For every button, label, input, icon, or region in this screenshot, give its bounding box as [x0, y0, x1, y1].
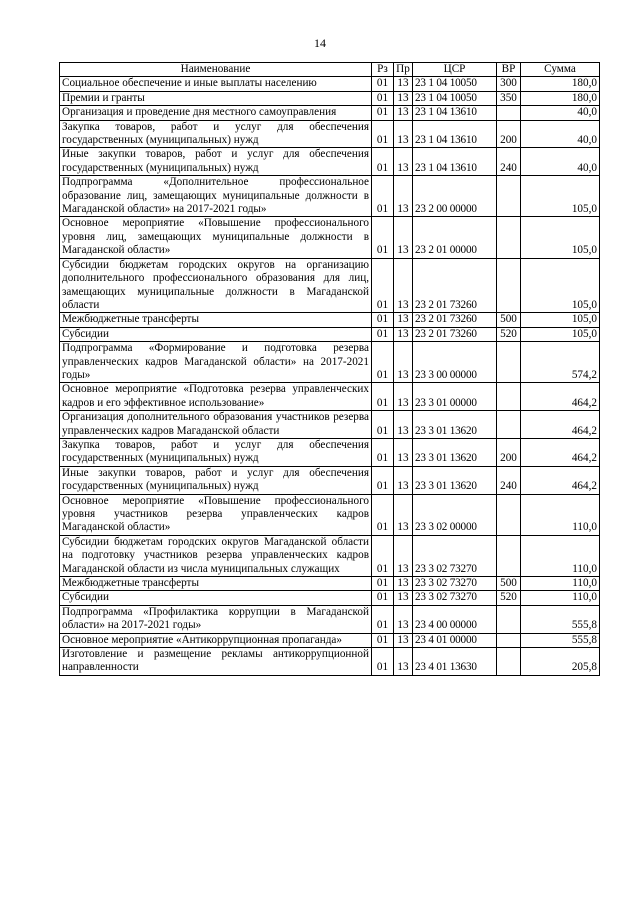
cell-vr: 500 — [497, 577, 521, 591]
cell-rz: 01 — [372, 605, 394, 633]
cell-rz: 01 — [372, 383, 394, 411]
cell-vr — [497, 383, 521, 411]
cell-vr: 200 — [497, 120, 521, 148]
cell-pr: 13 — [394, 577, 413, 591]
cell-vr: 520 — [497, 327, 521, 341]
cell-sum: 464,2 — [521, 466, 600, 494]
cell-vr: 200 — [497, 438, 521, 466]
cell-csr: 23 1 04 13610 — [413, 120, 497, 148]
cell-csr: 23 1 04 13610 — [413, 148, 497, 176]
cell-name: Организация дополнительного образования участников резерва управленческих кадров Магаданской области — [60, 411, 372, 439]
cell-name: Основное мероприятие «Повышение профессионального уровня участников резерва управленческих кадров Магаданской области» — [60, 494, 372, 535]
cell-vr — [497, 217, 521, 258]
cell-name: Основное мероприятие «Антикоррупционная пропаганда» — [60, 633, 372, 647]
cell-sum: 464,2 — [521, 438, 600, 466]
cell-csr: 23 1 04 13610 — [413, 106, 497, 120]
cell-pr: 13 — [394, 648, 413, 676]
cell-sum: 105,0 — [521, 327, 600, 341]
cell-sum: 110,0 — [521, 591, 600, 605]
cell-sum: 105,0 — [521, 217, 600, 258]
cell-rz: 01 — [372, 176, 394, 217]
table-row — [60, 91, 600, 105]
cell-rz: 01 — [372, 217, 394, 258]
cell-name: Премии и гранты — [60, 91, 372, 105]
cell-sum: 40,0 — [521, 148, 600, 176]
cell-pr: 13 — [394, 438, 413, 466]
table-row — [60, 258, 600, 313]
cell-pr: 13 — [394, 120, 413, 148]
cell-sum: 464,2 — [521, 383, 600, 411]
cell-name: Подпрограмма «Профилактика коррупции в Магаданской области» на 2017-2021 годы» — [60, 605, 372, 633]
table-row — [60, 411, 600, 439]
cell-pr: 13 — [394, 494, 413, 535]
table-row — [60, 466, 600, 494]
cell-sum: 555,8 — [521, 605, 600, 633]
header-sum: Сумма — [521, 63, 600, 77]
cell-sum: 105,0 — [521, 313, 600, 327]
cell-rz: 01 — [372, 648, 394, 676]
page-number: 14 — [314, 36, 326, 50]
cell-pr: 13 — [394, 411, 413, 439]
cell-csr: 23 2 01 73260 — [413, 327, 497, 341]
table-header-row — [60, 63, 600, 77]
cell-vr — [497, 648, 521, 676]
cell-sum: 40,0 — [521, 106, 600, 120]
table-row — [60, 313, 600, 327]
cell-sum: 105,0 — [521, 258, 600, 313]
cell-sum: 205,8 — [521, 648, 600, 676]
table-row — [60, 648, 600, 676]
cell-vr — [497, 494, 521, 535]
cell-sum: 464,2 — [521, 411, 600, 439]
cell-vr — [497, 342, 521, 383]
cell-sum: 180,0 — [521, 91, 600, 105]
table-row — [60, 577, 600, 591]
cell-rz: 01 — [372, 77, 394, 91]
cell-vr: 350 — [497, 91, 521, 105]
cell-rz: 01 — [372, 577, 394, 591]
cell-vr — [497, 258, 521, 313]
cell-name: Закупка товаров, работ и услуг для обеспечения государственных (муниципальных) нужд — [60, 120, 372, 148]
cell-name: Субсидии бюджетам городских округов Магаданской области на подготовку участников резерва управленческих кадров Магаданской области из числа муниципальных служащих — [60, 535, 372, 576]
cell-rz: 01 — [372, 535, 394, 576]
cell-name: Субсидии — [60, 591, 372, 605]
cell-name: Основное мероприятие «Повышение профессионального уровня лиц, замещающих муниципальные должности в Магаданской области» — [60, 217, 372, 258]
cell-sum: 110,0 — [521, 577, 600, 591]
cell-csr: 23 2 00 00000 — [413, 176, 497, 217]
table-row — [60, 342, 600, 383]
table-row — [60, 535, 600, 576]
cell-rz: 01 — [372, 91, 394, 105]
cell-pr: 13 — [394, 605, 413, 633]
cell-name: Межбюджетные трансферты — [60, 577, 372, 591]
cell-csr: 23 3 01 13620 — [413, 411, 497, 439]
cell-csr: 23 3 02 73270 — [413, 591, 497, 605]
cell-csr: 23 2 01 73260 — [413, 313, 497, 327]
header-rz: Рз — [372, 63, 394, 77]
cell-pr: 13 — [394, 77, 413, 91]
cell-csr: 23 1 04 10050 — [413, 91, 497, 105]
cell-rz: 01 — [372, 258, 394, 313]
cell-csr: 23 3 02 00000 — [413, 494, 497, 535]
cell-sum: 574,2 — [521, 342, 600, 383]
cell-sum: 110,0 — [521, 494, 600, 535]
table-row — [60, 106, 600, 120]
cell-name: Субсидии — [60, 327, 372, 341]
table-row — [60, 77, 600, 91]
cell-csr: 23 3 02 73270 — [413, 577, 497, 591]
header-csr: ЦСР — [413, 63, 497, 77]
cell-rz: 01 — [372, 633, 394, 647]
cell-csr: 23 4 01 00000 — [413, 633, 497, 647]
cell-csr: 23 3 01 13620 — [413, 466, 497, 494]
cell-pr: 13 — [394, 258, 413, 313]
cell-rz: 01 — [372, 438, 394, 466]
cell-pr: 13 — [394, 633, 413, 647]
cell-rz: 01 — [372, 106, 394, 120]
cell-rz: 01 — [372, 411, 394, 439]
cell-rz: 01 — [372, 494, 394, 535]
cell-csr: 23 3 02 73270 — [413, 535, 497, 576]
cell-vr — [497, 535, 521, 576]
cell-rz: 01 — [372, 591, 394, 605]
cell-vr — [497, 411, 521, 439]
cell-name: Изготовление и размещение рекламы антикоррупционной направленности — [60, 648, 372, 676]
cell-pr: 13 — [394, 91, 413, 105]
cell-name: Иные закупки товаров, работ и услуг для обеспечения государственных (муниципальных) нужд — [60, 466, 372, 494]
cell-vr — [497, 633, 521, 647]
cell-csr: 23 3 00 00000 — [413, 342, 497, 383]
cell-vr: 520 — [497, 591, 521, 605]
table-row — [60, 327, 600, 341]
cell-csr: 23 1 04 10050 — [413, 77, 497, 91]
cell-pr: 13 — [394, 313, 413, 327]
cell-rz: 01 — [372, 342, 394, 383]
cell-pr: 13 — [394, 176, 413, 217]
cell-name: Субсидии бюджетам городских округов на организацию дополнительного профессионального образования для лиц, замещающих муниципальные должности в Магаданской области — [60, 258, 372, 313]
cell-rz: 01 — [372, 148, 394, 176]
table-row — [60, 383, 600, 411]
cell-sum: 180,0 — [521, 77, 600, 91]
table-row — [60, 605, 600, 633]
table-row — [60, 217, 600, 258]
cell-vr: 240 — [497, 466, 521, 494]
table-row — [60, 148, 600, 176]
cell-rz: 01 — [372, 466, 394, 494]
cell-name: Закупка товаров, работ и услуг для обеспечения государственных (муниципальных) нужд — [60, 438, 372, 466]
cell-name: Социальное обеспечение и иные выплаты населению — [60, 77, 372, 91]
cell-name: Подпрограмма «Формирование и подготовка резерва управленческих кадров Магаданской области» на 2017-2021 годы» — [60, 342, 372, 383]
cell-pr: 13 — [394, 106, 413, 120]
table-row — [60, 176, 600, 217]
cell-rz: 01 — [372, 120, 394, 148]
table-row — [60, 494, 600, 535]
cell-csr: 23 3 01 00000 — [413, 383, 497, 411]
table-row — [60, 120, 600, 148]
cell-pr: 13 — [394, 342, 413, 383]
table-row — [60, 438, 600, 466]
cell-pr: 13 — [394, 466, 413, 494]
budget-table — [59, 62, 600, 676]
cell-pr: 13 — [394, 217, 413, 258]
cell-csr: 23 3 01 13620 — [413, 438, 497, 466]
cell-csr: 23 4 00 00000 — [413, 605, 497, 633]
cell-name: Организация и проведение дня местного самоуправления — [60, 106, 372, 120]
cell-name: Межбюджетные трансферты — [60, 313, 372, 327]
cell-name: Подпрограмма «Дополнительное профессиональное образование лиц, замещающих муниципальные должности в Магаданской области» на 2017-2021 годы» — [60, 176, 372, 217]
cell-vr: 500 — [497, 313, 521, 327]
cell-sum: 555,8 — [521, 633, 600, 647]
cell-vr — [497, 106, 521, 120]
cell-csr: 23 4 01 13630 — [413, 648, 497, 676]
cell-sum: 40,0 — [521, 120, 600, 148]
cell-vr — [497, 176, 521, 217]
table-body — [60, 77, 600, 675]
cell-rz: 01 — [372, 327, 394, 341]
cell-rz: 01 — [372, 313, 394, 327]
header-pr: Пр — [394, 63, 413, 77]
cell-pr: 13 — [394, 535, 413, 576]
cell-sum: 105,0 — [521, 176, 600, 217]
table-row — [60, 633, 600, 647]
cell-pr: 13 — [394, 591, 413, 605]
table-row — [60, 591, 600, 605]
cell-pr: 13 — [394, 148, 413, 176]
cell-vr: 300 — [497, 77, 521, 91]
header-name: Наименование — [60, 63, 372, 77]
cell-sum: 110,0 — [521, 535, 600, 576]
header-vr: ВР — [497, 63, 521, 77]
cell-name: Основное мероприятие «Подготовка резерва управленческих кадров и его эффективное использование» — [60, 383, 372, 411]
cell-csr: 23 2 01 00000 — [413, 217, 497, 258]
cell-vr: 240 — [497, 148, 521, 176]
cell-name: Иные закупки товаров, работ и услуг для обеспечения государственных (муниципальных) нужд — [60, 148, 372, 176]
cell-pr: 13 — [394, 383, 413, 411]
cell-vr — [497, 605, 521, 633]
cell-csr: 23 2 01 73260 — [413, 258, 497, 313]
cell-pr: 13 — [394, 327, 413, 341]
